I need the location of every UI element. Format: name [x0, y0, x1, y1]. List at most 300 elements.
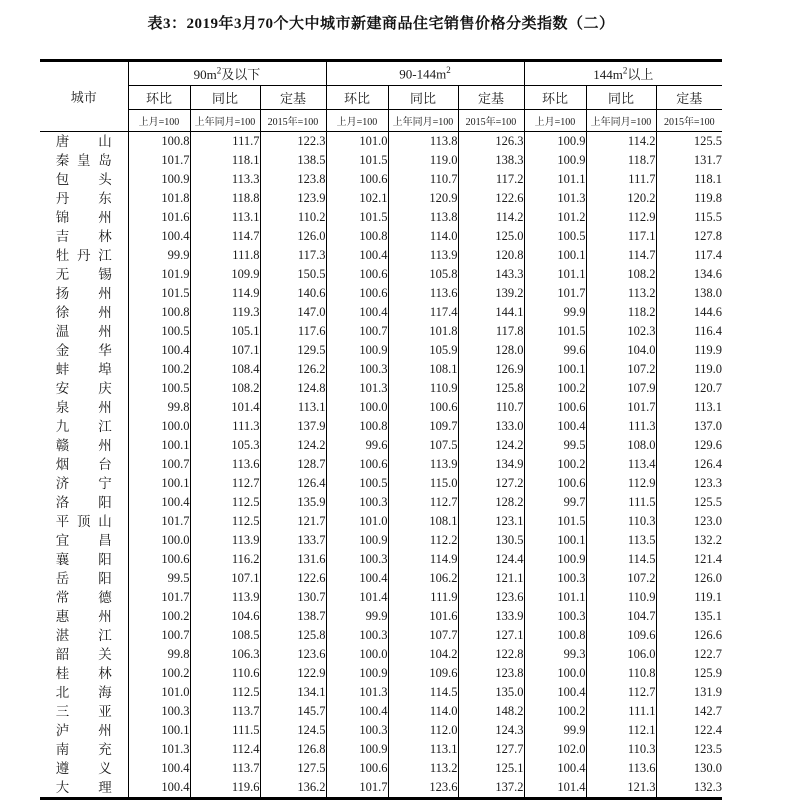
value-cell: 138.3 [458, 151, 524, 170]
city-cell [40, 208, 128, 227]
value-cell: 139.2 [458, 284, 524, 303]
value-cell: 101.8 [388, 322, 458, 341]
value-cell: 99.9 [524, 303, 586, 322]
value-cell: 112.4 [190, 740, 260, 759]
value-cell: 114.9 [388, 550, 458, 569]
value-cell: 100.0 [326, 645, 388, 664]
table-row [40, 569, 722, 588]
value-cell: 107.9 [586, 379, 656, 398]
value-cell: 131.9 [693, 685, 723, 699]
value-cell: 100.4 [326, 303, 388, 322]
metric-header-yoy: 同比 [190, 86, 260, 110]
price-index-table [40, 59, 722, 800]
value-cell: 104.0 [586, 341, 656, 360]
value-cell: 107.2 [586, 569, 656, 588]
city-name: 蚌埠 [55, 362, 112, 377]
value-cell: 101.3 [326, 379, 388, 398]
base-header-same-month-last-year: 上年同月=100 [586, 110, 656, 132]
value-cell: 127.5 [260, 759, 326, 778]
table-row [40, 436, 722, 455]
value-cell: 112.9 [586, 474, 656, 493]
value-cell: 100.4 [128, 227, 190, 246]
value-cell: 100.9 [524, 550, 586, 569]
metric-header-mom: 环比 [524, 86, 586, 110]
city-cell [40, 132, 128, 152]
value-cell: 128.7 [260, 455, 326, 474]
value-cell: 113.9 [190, 588, 260, 607]
value-cell: 109.7 [388, 417, 458, 436]
value-cell: 100.6 [524, 474, 586, 493]
value-cell: 100.2 [524, 455, 586, 474]
value-cell: 100.8 [326, 227, 388, 246]
value-cell: 122.8 [458, 645, 524, 664]
value-cell: 101.5 [326, 208, 388, 227]
value-cell: 101.3 [128, 740, 190, 759]
value-cell: 121.1 [458, 569, 524, 588]
value-cell: 100.3 [326, 550, 388, 569]
value-cell: 135.9 [260, 493, 326, 512]
base-header-2015: 2015年=100 [656, 110, 722, 132]
value-cell: 113.7 [190, 702, 260, 721]
value-cell: 137.9 [260, 417, 326, 436]
metric-header-fixed-base: 定基 [260, 86, 326, 110]
value-cell: 100.4 [326, 569, 388, 588]
value-cell: 126.3 [458, 132, 524, 152]
value-cell: 116.2 [190, 550, 260, 569]
value-cell: 114.0 [388, 702, 458, 721]
value-cell: 100.4 [128, 341, 190, 360]
city-cell [40, 151, 128, 170]
city-cell [40, 626, 128, 645]
city-name: 烟台 [55, 457, 112, 472]
value-cell: 105.9 [388, 341, 458, 360]
value-cell: 100.4 [128, 493, 190, 512]
value-cell: 144.6 [693, 305, 723, 319]
city-name: 宜昌 [55, 533, 112, 548]
value-cell: 113.8 [388, 208, 458, 227]
value-cell: 100.4 [128, 778, 190, 799]
value-cell: 127.7 [458, 740, 524, 759]
city-cell [40, 493, 128, 512]
table-row [40, 322, 722, 341]
value-cell: 119.0 [388, 151, 458, 170]
value-cell: 112.7 [388, 493, 458, 512]
city-column-header: 城市 [40, 61, 128, 132]
city-cell [40, 284, 128, 303]
value-cell: 115.5 [694, 210, 723, 224]
value-cell: 117.4 [388, 303, 458, 322]
table-row [40, 417, 722, 436]
value-cell: 107.1 [190, 341, 260, 360]
table-row [40, 303, 722, 322]
table-row [40, 132, 722, 152]
value-cell: 101.0 [326, 132, 388, 152]
value-cell: 99.9 [524, 721, 586, 740]
table-row [40, 189, 722, 208]
value-cell: 119.1 [694, 590, 723, 604]
city-name: 岳阳 [55, 571, 112, 586]
table-row [40, 702, 722, 721]
value-cell: 112.5 [190, 683, 260, 702]
value-cell: 113.9 [388, 246, 458, 265]
value-cell: 124.5 [260, 721, 326, 740]
value-cell: 109.9 [190, 265, 260, 284]
value-cell: 121.7 [260, 512, 326, 531]
value-cell: 128.2 [458, 493, 524, 512]
table-row [40, 151, 722, 170]
table-row [40, 740, 722, 759]
value-cell: 121.3 [586, 778, 656, 799]
value-cell: 100.9 [326, 341, 388, 360]
table-row [40, 360, 722, 379]
city-cell [40, 417, 128, 436]
city-name: 赣州 [55, 438, 112, 453]
table-row [40, 721, 722, 740]
value-cell: 111.7 [586, 170, 656, 189]
value-cell: 107.2 [586, 360, 656, 379]
value-cell: 111.3 [190, 417, 260, 436]
group-header-90-144 [326, 61, 524, 86]
base-header-2015: 2015年=100 [260, 110, 326, 132]
value-cell: 111.5 [586, 493, 656, 512]
value-cell: 143.3 [458, 265, 524, 284]
city-name: 惠州 [55, 609, 112, 624]
value-cell: 101.7 [128, 588, 190, 607]
city-cell [40, 721, 128, 740]
table-row [40, 398, 722, 417]
value-cell: 123.6 [388, 778, 458, 799]
value-cell: 100.0 [128, 417, 190, 436]
table-row [40, 227, 722, 246]
value-cell: 126.2 [260, 360, 326, 379]
table-row [40, 474, 722, 493]
value-cell: 122.3 [260, 132, 326, 152]
value-cell: 111.9 [388, 588, 458, 607]
city-name: 温州 [55, 324, 112, 339]
value-cell: 124.2 [260, 436, 326, 455]
city-cell [40, 683, 128, 702]
table-row [40, 588, 722, 607]
city-cell [40, 607, 128, 626]
value-cell: 132.2 [693, 533, 723, 547]
value-cell: 101.4 [524, 778, 586, 799]
city-cell [40, 740, 128, 759]
value-cell: 101.7 [128, 512, 190, 531]
group-label: 144m [593, 67, 623, 82]
value-cell: 101.3 [326, 683, 388, 702]
value-cell: 137.2 [458, 778, 524, 799]
value-cell: 100.2 [128, 360, 190, 379]
city-name: 湛江 [55, 628, 112, 643]
table-row [40, 208, 722, 227]
metric-header-mom: 环比 [326, 86, 388, 110]
group-label-suffix: 及以下 [221, 67, 261, 82]
value-cell: 101.8 [128, 189, 190, 208]
group-header-row [40, 61, 722, 86]
city-name: 安庆 [55, 381, 112, 396]
value-cell: 101.1 [524, 588, 586, 607]
value-cell: 112.2 [388, 531, 458, 550]
value-cell: 113.2 [388, 759, 458, 778]
value-cell: 100.2 [128, 664, 190, 683]
value-cell: 112.1 [586, 721, 656, 740]
value-cell: 119.8 [694, 191, 723, 205]
city-name: 平顶山 [55, 514, 112, 529]
value-cell: 114.2 [458, 208, 524, 227]
value-cell: 131.6 [260, 550, 326, 569]
value-cell: 122.6 [260, 569, 326, 588]
city-name: 锦州 [55, 210, 112, 225]
value-cell: 106.0 [586, 645, 656, 664]
city-name: 襄阳 [55, 552, 112, 567]
value-cell: 101.7 [586, 398, 656, 417]
city-cell [40, 512, 128, 531]
city-cell [40, 569, 128, 588]
value-cell: 110.3 [586, 740, 656, 759]
value-cell: 113.1 [190, 208, 260, 227]
value-cell: 135.1 [693, 609, 723, 623]
value-cell: 100.7 [128, 626, 190, 645]
value-cell: 125.8 [260, 626, 326, 645]
metric-header-fixed-base: 定基 [458, 86, 524, 110]
value-cell: 101.1 [524, 265, 586, 284]
value-cell: 137.0 [693, 419, 723, 433]
value-cell: 108.0 [586, 436, 656, 455]
value-cell: 105.1 [190, 322, 260, 341]
city-name: 唐山 [55, 134, 112, 149]
value-cell: 100.0 [128, 531, 190, 550]
city-name: 徐州 [55, 305, 112, 320]
value-cell: 106.3 [190, 645, 260, 664]
value-cell: 125.1 [458, 759, 524, 778]
value-cell: 127.2 [458, 474, 524, 493]
city-name: 金华 [55, 343, 112, 358]
value-cell: 145.7 [260, 702, 326, 721]
value-cell: 109.6 [586, 626, 656, 645]
value-cell: 100.3 [326, 360, 388, 379]
value-cell: 128.0 [458, 341, 524, 360]
value-cell: 114.2 [586, 132, 656, 152]
value-cell: 100.9 [326, 740, 388, 759]
value-cell: 126.4 [693, 457, 723, 471]
city-cell [40, 702, 128, 721]
value-cell: 101.1 [524, 170, 586, 189]
value-cell: 123.6 [458, 588, 524, 607]
value-cell: 114.0 [388, 227, 458, 246]
city-cell [40, 588, 128, 607]
value-cell: 100.5 [128, 322, 190, 341]
city-cell [40, 227, 128, 246]
value-cell: 106.2 [388, 569, 458, 588]
value-cell: 113.6 [190, 455, 260, 474]
base-header-prev-month: 上月=100 [326, 110, 388, 132]
value-cell: 111.3 [586, 417, 656, 436]
value-cell: 122.7 [693, 647, 723, 661]
value-cell: 130.0 [693, 761, 723, 775]
value-cell: 100.3 [326, 626, 388, 645]
value-cell: 122.4 [693, 723, 723, 737]
value-cell: 126.8 [260, 740, 326, 759]
value-cell: 100.0 [524, 664, 586, 683]
metric-header-yoy: 同比 [388, 86, 458, 110]
value-cell: 116.4 [694, 324, 723, 338]
value-cell: 129.6 [693, 438, 723, 452]
value-cell: 100.6 [326, 455, 388, 474]
city-cell [40, 531, 128, 550]
table-row [40, 645, 722, 664]
city-name: 三亚 [55, 704, 112, 719]
value-cell: 100.3 [326, 721, 388, 740]
city-name: 洛阳 [55, 495, 112, 510]
city-cell [40, 436, 128, 455]
value-cell: 115.0 [388, 474, 458, 493]
value-cell: 118.2 [586, 303, 656, 322]
value-cell: 120.8 [458, 246, 524, 265]
value-cell: 113.2 [586, 284, 656, 303]
value-cell: 133.7 [260, 531, 326, 550]
city-name: 吉林 [55, 229, 112, 244]
value-cell: 99.6 [524, 341, 586, 360]
value-cell: 100.9 [326, 531, 388, 550]
value-cell: 100.4 [326, 702, 388, 721]
value-cell: 100.9 [128, 170, 190, 189]
value-cell: 111.8 [190, 246, 260, 265]
value-cell: 113.4 [586, 455, 656, 474]
value-cell: 119.9 [694, 343, 723, 357]
value-cell: 112.0 [388, 721, 458, 740]
city-name: 泸州 [55, 723, 112, 738]
value-cell: 101.6 [128, 208, 190, 227]
table-row [40, 341, 722, 360]
value-cell: 108.2 [190, 379, 260, 398]
table-row [40, 550, 722, 569]
city-cell [40, 550, 128, 569]
value-cell: 100.7 [128, 455, 190, 474]
value-cell: 100.8 [326, 417, 388, 436]
value-cell: 127.8 [693, 229, 723, 243]
value-cell: 132.3 [693, 780, 723, 794]
value-cell: 114.5 [388, 683, 458, 702]
value-cell: 125.5 [693, 134, 723, 148]
value-cell: 118.1 [694, 172, 723, 186]
value-cell: 99.8 [128, 398, 190, 417]
value-cell: 100.6 [128, 550, 190, 569]
base-header-row [40, 110, 722, 132]
value-cell: 112.9 [586, 208, 656, 227]
value-cell: 101.5 [128, 284, 190, 303]
group-label: 90-144m [399, 66, 447, 82]
value-cell: 102.1 [326, 189, 388, 208]
city-cell [40, 341, 128, 360]
superscript-2: 2 [446, 64, 451, 75]
value-cell: 107.7 [388, 626, 458, 645]
table-row [40, 493, 722, 512]
value-cell: 140.6 [260, 284, 326, 303]
value-cell: 114.7 [190, 227, 260, 246]
value-cell: 125.8 [458, 379, 524, 398]
value-cell: 117.1 [586, 227, 656, 246]
value-cell: 123.8 [458, 664, 524, 683]
value-cell: 123.8 [260, 170, 326, 189]
table-row [40, 265, 722, 284]
value-cell: 111.7 [190, 132, 260, 152]
value-cell: 100.2 [524, 379, 586, 398]
value-cell: 100.5 [326, 474, 388, 493]
value-cell: 100.0 [326, 398, 388, 417]
value-cell: 113.6 [388, 284, 458, 303]
city-cell [40, 455, 128, 474]
value-cell: 99.7 [524, 493, 586, 512]
table-row [40, 626, 722, 645]
city-name: 遵义 [55, 761, 112, 776]
value-cell: 108.4 [190, 360, 260, 379]
value-cell: 124.4 [458, 550, 524, 569]
value-cell: 127.1 [458, 626, 524, 645]
page-title: 表3：2019年3月70个大中城市新建商品住宅销售价格分类指数（二） [147, 16, 615, 32]
value-cell: 136.2 [260, 778, 326, 799]
city-cell [40, 189, 128, 208]
value-cell: 144.1 [458, 303, 524, 322]
value-cell: 100.3 [326, 493, 388, 512]
value-cell: 105.8 [388, 265, 458, 284]
value-cell: 113.1 [388, 740, 458, 759]
value-cell: 100.3 [524, 569, 586, 588]
value-cell: 101.4 [190, 398, 260, 417]
table-row [40, 455, 722, 474]
value-cell: 119.3 [190, 303, 260, 322]
value-cell: 131.7 [693, 153, 723, 167]
value-cell: 123.5 [693, 742, 723, 756]
value-cell: 100.3 [524, 607, 586, 626]
value-cell: 100.5 [524, 227, 586, 246]
value-cell: 101.5 [524, 322, 586, 341]
metric-header-yoy: 同比 [586, 86, 656, 110]
value-cell: 100.3 [128, 702, 190, 721]
value-cell: 100.1 [128, 721, 190, 740]
value-cell: 100.8 [128, 132, 190, 152]
value-cell: 101.6 [388, 607, 458, 626]
group-header-90-and-below [128, 61, 326, 86]
value-cell: 100.6 [326, 265, 388, 284]
value-cell: 126.9 [458, 360, 524, 379]
value-cell: 110.8 [586, 664, 656, 683]
table-row [40, 683, 722, 702]
value-cell: 110.3 [586, 512, 656, 531]
value-cell: 112.7 [586, 683, 656, 702]
value-cell: 100.2 [524, 702, 586, 721]
value-cell: 114.9 [190, 284, 260, 303]
base-header-same-month-last-year: 上年同月=100 [190, 110, 260, 132]
value-cell: 111.5 [190, 721, 260, 740]
value-cell: 121.4 [693, 552, 723, 566]
value-cell: 126.6 [693, 628, 723, 642]
value-cell: 147.0 [260, 303, 326, 322]
value-cell: 122.9 [260, 664, 326, 683]
value-cell: 101.4 [326, 588, 388, 607]
value-cell: 108.2 [586, 265, 656, 284]
value-cell: 112.5 [190, 493, 260, 512]
city-name: 韶关 [55, 647, 112, 662]
table-row [40, 246, 722, 265]
value-cell: 101.0 [326, 512, 388, 531]
value-cell: 117.6 [260, 322, 326, 341]
value-cell: 150.5 [260, 265, 326, 284]
city-cell [40, 474, 128, 493]
value-cell: 117.8 [458, 322, 524, 341]
value-cell: 124.3 [458, 721, 524, 740]
value-cell: 133.0 [458, 417, 524, 436]
value-cell: 100.4 [128, 759, 190, 778]
